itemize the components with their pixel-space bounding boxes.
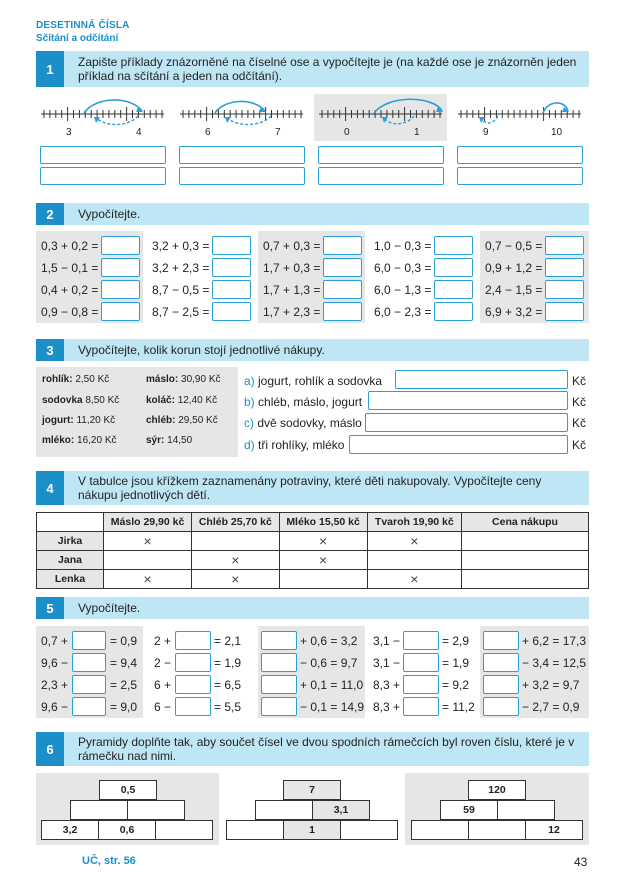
- answer-field[interactable]: [457, 146, 583, 164]
- exercise: 9,6 −: [41, 700, 69, 714]
- price-item: máslo: 30,90 Kč: [146, 374, 221, 385]
- pyramid-cell: 3,1: [312, 800, 370, 820]
- exercise: = 1,9: [214, 656, 242, 670]
- exercise: 6,0 − 0,3 =: [374, 261, 432, 275]
- answer-box[interactable]: [434, 258, 473, 277]
- answer-box[interactable]: [175, 697, 211, 716]
- exercise: + 0,6 = 3,2: [300, 634, 358, 648]
- cross-mark: ×: [143, 571, 152, 587]
- task6-header: [36, 732, 589, 766]
- exercise: 0,7 − 0,5 =: [485, 239, 543, 253]
- exercise: 8,3 +: [373, 700, 401, 714]
- exercise: 0,4 + 0,2 =: [41, 283, 99, 297]
- number-line-graphic: [36, 94, 169, 141]
- number-line-graphic: [175, 94, 308, 141]
- section-title: DESETINNÁ ČÍSLA: [36, 20, 130, 31]
- answer-box[interactable]: [175, 631, 211, 650]
- answer-box[interactable]: [212, 302, 251, 321]
- exercise: + 6,2 = 17,3: [522, 634, 587, 648]
- axis-label-right: 4: [136, 127, 142, 138]
- currency-label: Kč: [572, 416, 587, 430]
- column-header: Cena nákupu: [462, 513, 589, 532]
- answer-box[interactable]: [403, 653, 439, 672]
- exercise: 1,7 + 2,3 =: [263, 305, 321, 319]
- shopping-table: [36, 512, 589, 589]
- answer-box[interactable]: [101, 236, 140, 255]
- pyramid-cell: 59: [440, 800, 498, 820]
- pyramid-cell[interactable]: [340, 820, 398, 840]
- task-number: 2: [36, 203, 64, 225]
- pyramid-cell[interactable]: [155, 820, 213, 840]
- answer-box[interactable]: [545, 280, 584, 299]
- answer-field[interactable]: [368, 391, 568, 410]
- price-cell[interactable]: [462, 570, 589, 589]
- pyramid-cell: 0,6: [98, 820, 156, 840]
- answer-box[interactable]: [72, 697, 106, 716]
- exercise: 8,7 − 2,5 =: [152, 305, 210, 319]
- column-header: Chléb 25,70 kč: [192, 513, 279, 532]
- pyramid-cell: 0,5: [99, 780, 157, 800]
- page-number: 43: [574, 855, 588, 869]
- axis-label-right: 7: [275, 127, 281, 138]
- task-text: Vypočítejte, kolik korun stojí jednotlivé nákupy.: [78, 343, 325, 357]
- exercise: − 0,6 = 9,7: [300, 656, 358, 670]
- answer-box[interactable]: [545, 302, 584, 321]
- task-text: V tabulce jsou křížkem zaznamenány potraviny, které děti nakupovaly. Vypočítejte ceny nákupu jednotlivých dětí.: [78, 474, 542, 502]
- cross-mark: ×: [410, 533, 419, 549]
- exercise: 3,1 −: [373, 634, 401, 648]
- answer-box[interactable]: [101, 280, 140, 299]
- answer-box[interactable]: [434, 302, 473, 321]
- cross-mark: ×: [318, 552, 328, 568]
- answer-box[interactable]: [545, 258, 584, 277]
- answer-field[interactable]: [365, 413, 568, 432]
- exercise: = 11,2: [442, 700, 475, 714]
- answer-box[interactable]: [261, 653, 297, 672]
- exercise: 2,4 − 1,5 =: [485, 283, 543, 297]
- number-line-4: [453, 94, 586, 141]
- exercise: 0,7 +: [41, 634, 69, 648]
- number-line-graphic: [314, 94, 447, 141]
- number-line-1: [36, 94, 169, 141]
- currency-label: Kč: [572, 395, 587, 409]
- cross-mark: ×: [231, 552, 240, 568]
- task-number: 4: [36, 471, 64, 505]
- table-corner: [37, 513, 104, 532]
- price-item: mléko: 16,20 Kč: [42, 435, 117, 446]
- exercise: 9,6 −: [41, 656, 69, 670]
- pyramid-cell: 12: [525, 820, 583, 840]
- exercise: 0,3 + 0,2 =: [41, 239, 99, 253]
- price-item: jogurt: 11,20 Kč: [42, 415, 116, 426]
- axis-label-left: 9: [483, 127, 489, 138]
- task1-header: [36, 51, 589, 87]
- number-line-graphic: [453, 94, 586, 141]
- number-line-2: [175, 94, 308, 141]
- cross-mark: ×: [143, 533, 152, 549]
- task-text: Pyramidy doplňte tak, aby součet čísel ve dvou spodních rámečcích byl roven číslu, které je v rámečku nad nimi.: [78, 735, 575, 763]
- pyramid-cell[interactable]: [127, 800, 185, 820]
- currency-label: Kč: [572, 374, 587, 388]
- textbook-reference: UČ, str. 56: [82, 855, 136, 867]
- answer-box[interactable]: [261, 697, 297, 716]
- task-text: Vypočítejte.: [78, 601, 141, 615]
- answer-field[interactable]: [395, 370, 568, 389]
- exercise: 1,0 − 0,3 =: [374, 239, 432, 253]
- pyramid-cell: 120: [468, 780, 526, 800]
- answer-field[interactable]: [349, 435, 568, 454]
- exercise: 2 +: [154, 634, 172, 648]
- answer-box[interactable]: [483, 631, 519, 650]
- answer-box[interactable]: [403, 675, 439, 694]
- answer-box[interactable]: [261, 675, 297, 694]
- answer-box[interactable]: [323, 302, 362, 321]
- column-header: Máslo 29,90 kč: [104, 513, 192, 532]
- answer-box[interactable]: [101, 302, 140, 321]
- task5-header: [36, 597, 589, 619]
- answer-box[interactable]: [483, 697, 519, 716]
- price-item: chléb: 29,50 Kč: [146, 415, 218, 426]
- exercise: 2 −: [154, 656, 172, 670]
- exercise: 8,3 +: [373, 678, 401, 692]
- task-number: 1: [36, 51, 64, 87]
- axis-label-right: 10: [551, 127, 563, 138]
- answer-box[interactable]: [483, 653, 519, 672]
- exercise: 6 +: [154, 678, 172, 692]
- exercise: = 9,4: [110, 656, 138, 670]
- currency-label: Kč: [572, 438, 587, 452]
- exercise: 8,7 − 0,5 =: [152, 283, 210, 297]
- purchase-item: c) dvě sodovky, máslo: [244, 416, 362, 430]
- row-name: Jana: [37, 551, 104, 570]
- purchase-item: b) chléb, máslo, jogurt: [244, 395, 363, 409]
- exercise: 3,2 + 0,3 =: [152, 239, 210, 253]
- exercise: = 2,1: [214, 634, 242, 648]
- exercise: 6,0 − 2,3 =: [374, 305, 432, 319]
- answer-box[interactable]: [175, 653, 211, 672]
- exercise: = 9,0: [110, 700, 138, 714]
- section-subtitle: Sčítání a odčítání: [36, 33, 119, 44]
- exercise: 0,9 − 0,8 =: [41, 305, 99, 319]
- answer-field[interactable]: [318, 146, 444, 164]
- answer-box[interactable]: [323, 258, 362, 277]
- answer-box[interactable]: [72, 653, 106, 672]
- axis-label-left: 0: [344, 127, 350, 138]
- pyramid-cell[interactable]: [497, 800, 555, 820]
- answer-box[interactable]: [261, 631, 297, 650]
- pyramid-cell[interactable]: [468, 820, 526, 840]
- answer-field[interactable]: [40, 146, 166, 164]
- exercise: = 6,5: [214, 678, 242, 692]
- answer-field[interactable]: [40, 167, 166, 185]
- price-list: [36, 367, 238, 457]
- exercise: + 3,2 = 9,7: [522, 678, 580, 692]
- answer-box[interactable]: [483, 675, 519, 694]
- answer-box[interactable]: [175, 675, 211, 694]
- exercise: 6,9 + 3,2 =: [485, 305, 543, 319]
- answer-field[interactable]: [179, 146, 305, 164]
- task-number: 3: [36, 339, 64, 361]
- task-number: 6: [36, 732, 64, 766]
- row-name: Jirka: [37, 532, 104, 551]
- exercise: + 0,1 = 11,0: [300, 678, 364, 692]
- answer-box[interactable]: [101, 258, 140, 277]
- answer-box[interactable]: [434, 236, 473, 255]
- answer-box[interactable]: [212, 280, 251, 299]
- answer-box[interactable]: [212, 258, 251, 277]
- cross-mark: ×: [231, 571, 240, 587]
- exercise: = 2,9: [442, 634, 470, 648]
- exercise: 1,7 + 1,3 =: [263, 283, 321, 297]
- cross-mark: ×: [410, 571, 419, 587]
- answer-box[interactable]: [323, 280, 362, 299]
- exercise: − 2,7 = 0,9: [522, 700, 580, 714]
- column-header: Mléko 15,50 kč: [279, 513, 367, 532]
- purchase-item: a) jogurt, rohlík a sodovka: [244, 374, 383, 388]
- table-row: [37, 551, 589, 570]
- exercise: 3,2 + 2,3 =: [152, 261, 210, 275]
- answer-box[interactable]: [72, 675, 106, 694]
- exercise: 1,7 + 0,3 =: [263, 261, 321, 275]
- answer-box[interactable]: [72, 631, 106, 650]
- answer-box[interactable]: [434, 280, 473, 299]
- exercise: 1,5 − 0,1 =: [41, 261, 99, 275]
- exercise: = 1,9: [442, 656, 470, 670]
- table-row: [37, 532, 589, 551]
- task-text: Vypočítejte.: [78, 207, 141, 221]
- number-line-3: [314, 94, 447, 141]
- price-item: sodovka 8,50 Kč: [42, 395, 120, 406]
- exercise: 6 −: [154, 700, 172, 714]
- exercise: = 9,2: [442, 678, 470, 692]
- answer-box[interactable]: [323, 236, 362, 255]
- axis-label-right: 1: [414, 127, 420, 138]
- answer-box[interactable]: [545, 236, 584, 255]
- exercise: 0,7 + 0,3 =: [263, 239, 321, 253]
- price-item: rohlík: 2,50 Kč: [42, 374, 110, 385]
- purchase-item: d) tři rohlíky, mléko: [244, 438, 345, 452]
- exercise: 2,3 +: [41, 678, 69, 692]
- exercise: 6,0 − 1,3 =: [374, 283, 432, 297]
- answer-box[interactable]: [212, 236, 251, 255]
- answer-box[interactable]: [403, 631, 439, 650]
- axis-label-left: 6: [205, 127, 211, 138]
- pyramid-cell[interactable]: [226, 820, 284, 840]
- pyramid-cell[interactable]: [411, 820, 469, 840]
- exercise: 3,1 −: [373, 656, 401, 670]
- task2-header: [36, 203, 589, 225]
- task3-header: [36, 339, 589, 361]
- answer-field[interactable]: [179, 167, 305, 185]
- pyramid-cell: 3,2: [41, 820, 99, 840]
- exercise: 0,9 + 1,2 =: [485, 261, 543, 275]
- price-cell[interactable]: [462, 551, 589, 570]
- pyramid-cell: 7: [283, 780, 341, 800]
- axis-label-left: 3: [66, 127, 72, 138]
- pyramid-cell[interactable]: [255, 800, 313, 820]
- task-text: Zapište příklady znázorněné na číselné ose a vypočítejte je (na každé ose je znázorněn jeden příklad na sčítání a jeden na odčítání).: [78, 55, 577, 83]
- exercise: = 2,5: [110, 678, 138, 692]
- exercise: = 5,5: [214, 700, 242, 714]
- answer-field[interactable]: [318, 167, 444, 185]
- cross-mark: ×: [318, 533, 328, 549]
- pyramid-cell: 1: [283, 820, 341, 840]
- column-header: Tvaroh 19,90 kč: [367, 513, 461, 532]
- exercise: − 0,1 = 14,9: [300, 700, 365, 714]
- task4-header: [36, 471, 589, 505]
- price-cell[interactable]: [462, 532, 589, 551]
- answer-box[interactable]: [403, 697, 439, 716]
- exercise: − 3,4 = 12,5: [522, 656, 587, 670]
- answer-field[interactable]: [457, 167, 583, 185]
- exercise: = 0,9: [110, 634, 138, 648]
- price-item: sýr: 14,50: [146, 435, 193, 446]
- task-number: 5: [36, 597, 64, 619]
- row-name: Lenka: [37, 570, 104, 589]
- price-item: koláč: 12,40 Kč: [146, 395, 218, 406]
- pyramid-cell[interactable]: [70, 800, 128, 820]
- table-row: [37, 570, 589, 589]
